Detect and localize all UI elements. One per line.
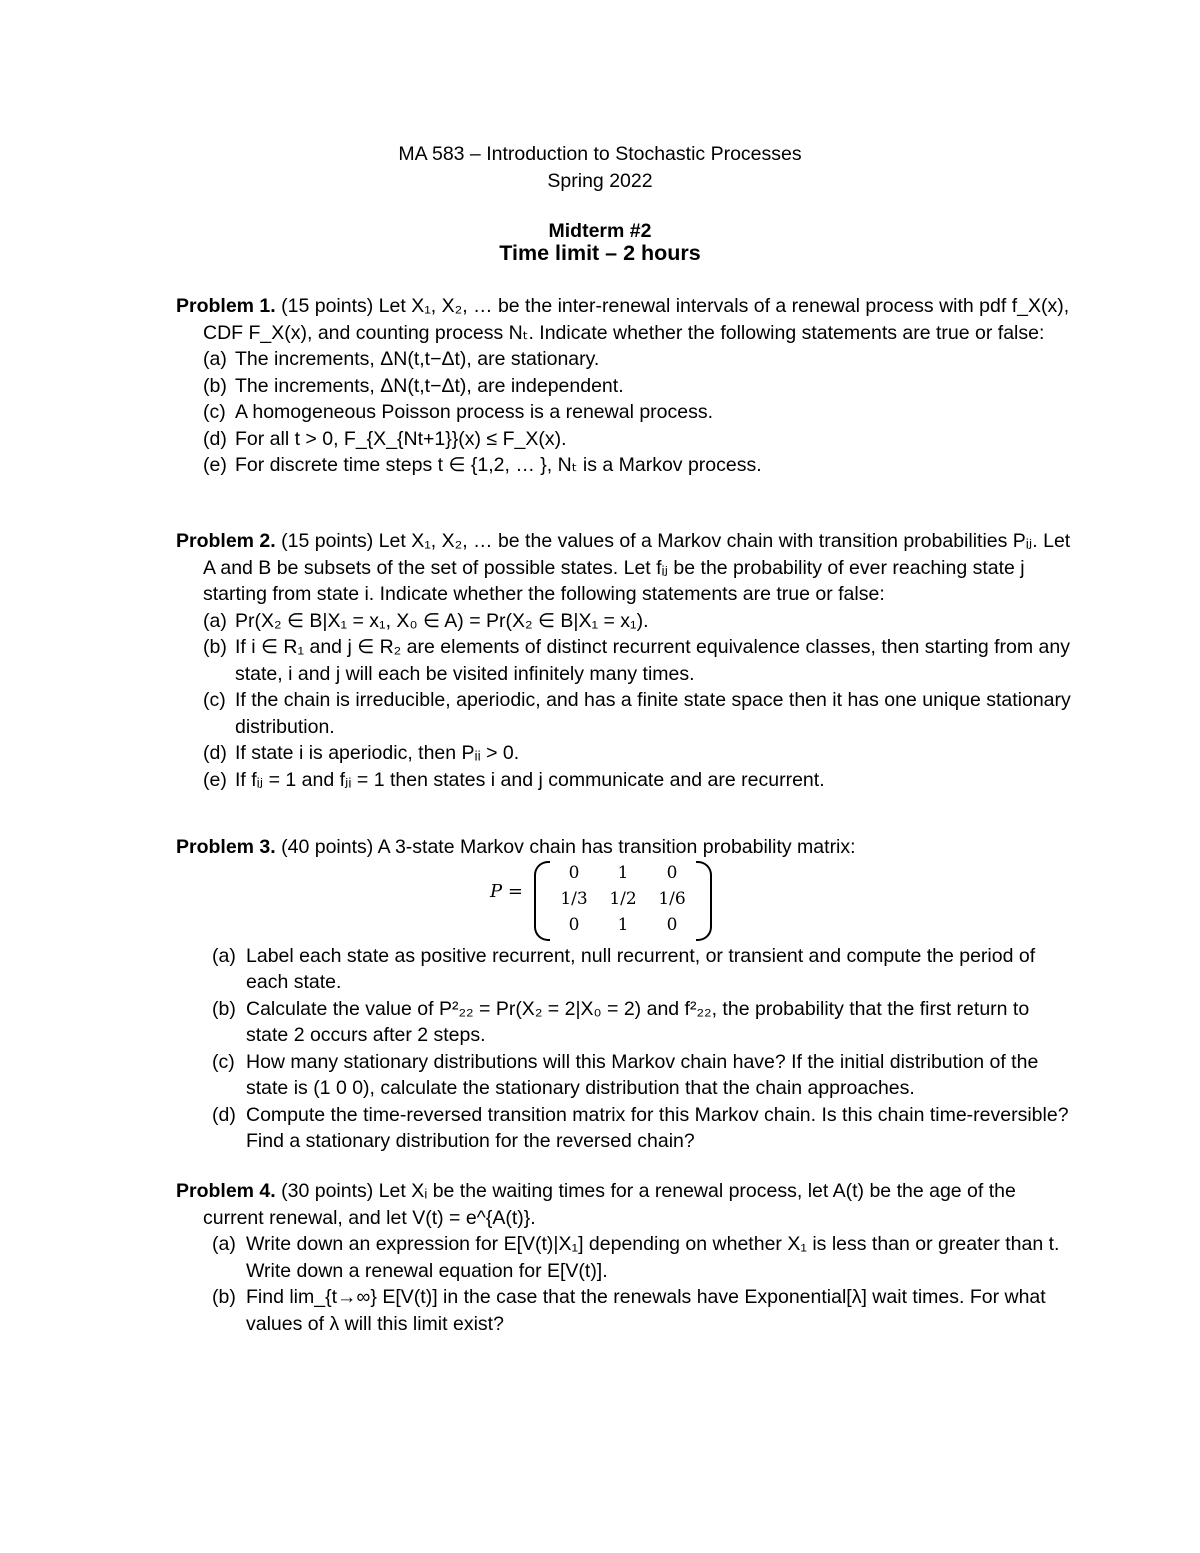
problem-title: Problem 2. — [176, 530, 276, 552]
list-item: (b) Calculate the value of P²₂₂ = Pr(X₂ = 2|X₀ = 2) and f²₂₂, the probability that the first return to state 2 occurs after 2 steps. — [212, 997, 1030, 1046]
list-item: (e) If fᵢⱼ = 1 and fⱼᵢ = 1 then states i and j communicate and are recurrent. — [203, 768, 825, 791]
problem-1 — [176, 293, 1076, 479]
left-bracket — [534, 861, 550, 941]
list-item: (b) Find lim_{t→∞} E[V(t)] in the case that the renewals have Exponential[λ] wait times. For what values of λ will this limit exist? — [212, 1286, 1046, 1335]
matrix-cell: 1 — [617, 862, 629, 883]
matrix-cell: 1/3 — [560, 888, 588, 909]
matrix-label: P = — [490, 880, 523, 902]
matrix-cell: 0 — [666, 862, 678, 883]
matrix-row — [550, 912, 696, 939]
list-item: (a) The increments, ΔN(t,t−Δt), are stationary. — [203, 348, 600, 370]
problem-title: Problem 3. — [176, 836, 276, 858]
problem-intro: (15 points) Let X₁, X₂, … be the inter-renewal intervals of a renewal process with pdf f_X(x), CDF F_X(x), and counting process Nₜ. Indicate whether the following statements are true or false: — [203, 295, 1070, 344]
exam-title: Midterm #2 — [548, 220, 652, 242]
matrix-cell: 0 — [666, 914, 678, 935]
list-item: (c) A homogeneous Poisson process is a renewal process. — [203, 401, 714, 423]
list-item: (b) If i ∈ R₁ and j ∈ R₂ are elements of distinct recurrent equivalence classes, then starting from any state, i and j will each be visited infinitely many times. — [203, 636, 1070, 685]
matrix-cell: 0 — [568, 862, 580, 883]
matrix-cell: 1/6 — [658, 888, 686, 909]
list-item: (c) If the chain is irreducible, aperiodic, and has a finite state space then it has one unique stationary distribution. — [203, 689, 1071, 738]
problem-intro: (15 points) Let X₁, X₂, … be the values of a Markov chain with transition probabilities Pᵢⱼ. Let A and B be subsets of the set of possible states. Let fᵢⱼ be the probability of ever reaching state j starting from state i. Indicate whether the following statements are true or false: — [203, 530, 1071, 605]
problem-intro: (40 points) A 3-state Markov chain has transition probability matrix: — [281, 836, 856, 858]
list-item: (e) For discrete time steps t ∈ {1,2, … }, Nₜ is a Markov process. — [203, 454, 762, 476]
problem-2 — [176, 528, 1076, 793]
time-limit: Time limit – 2 hours — [499, 241, 701, 265]
matrix-cell: 1 — [617, 914, 629, 935]
problem-title: Problem 4. — [176, 1180, 276, 1202]
problem-title: Problem 1. — [176, 295, 276, 317]
matrix-row — [550, 886, 696, 913]
list-item: (c) How many stationary distributions will this Markov chain have? If the initial distribution of the state is (1 0 0), calculate the stationary distribution that the chain approaches. — [212, 1050, 1039, 1099]
list-item: (d) For all t > 0, F_{X_{Nt+1}}(x) ≤ F_X(x). — [203, 427, 567, 450]
list-item: (d) Compute the time-reversed transition matrix for this Markov chain. Is this chain time-reversible? Find a stationary distribution for the reversed chain? — [212, 1103, 1069, 1152]
list-item: (a) Pr(X₂ ∈ B|X₁ = x₁, X₀ ∈ A) = Pr(X₂ ∈ B|X₁ = x₁). — [203, 609, 649, 632]
list-item: (d) If state i is aperiodic, then Pᵢᵢ > 0. — [203, 742, 520, 764]
term: Spring 2022 — [547, 170, 653, 192]
matrix-row — [550, 860, 696, 887]
transition-matrix — [176, 861, 1076, 943]
problem-intro: (30 points) Let Xᵢ be the waiting times for a renewal process, let A(t) be the age of the current renewal, and let V(t) = e^{A(t)}. — [203, 1180, 1016, 1229]
matrix-cell: 1/2 — [609, 888, 637, 909]
list-item: (b) The increments, ΔN(t,t−Δt), are independent. — [203, 374, 624, 397]
right-bracket — [696, 861, 712, 941]
course-title: MA 583 – Introduction to Stochastic Processes — [398, 143, 802, 165]
matrix-cell: 0 — [568, 914, 580, 935]
problem-3 — [176, 834, 1076, 1155]
list-item: (a) Label each state as positive recurrent, null recurrent, or transient and compute the period of each state. — [212, 944, 1036, 993]
list-item: (a) Write down an expression for E[V(t)|X₁] depending on whether X₁ is less than or greater than t. Write down a renewal equation for E[V(t)]. — [212, 1233, 1060, 1282]
problem-4 — [176, 1178, 1076, 1337]
